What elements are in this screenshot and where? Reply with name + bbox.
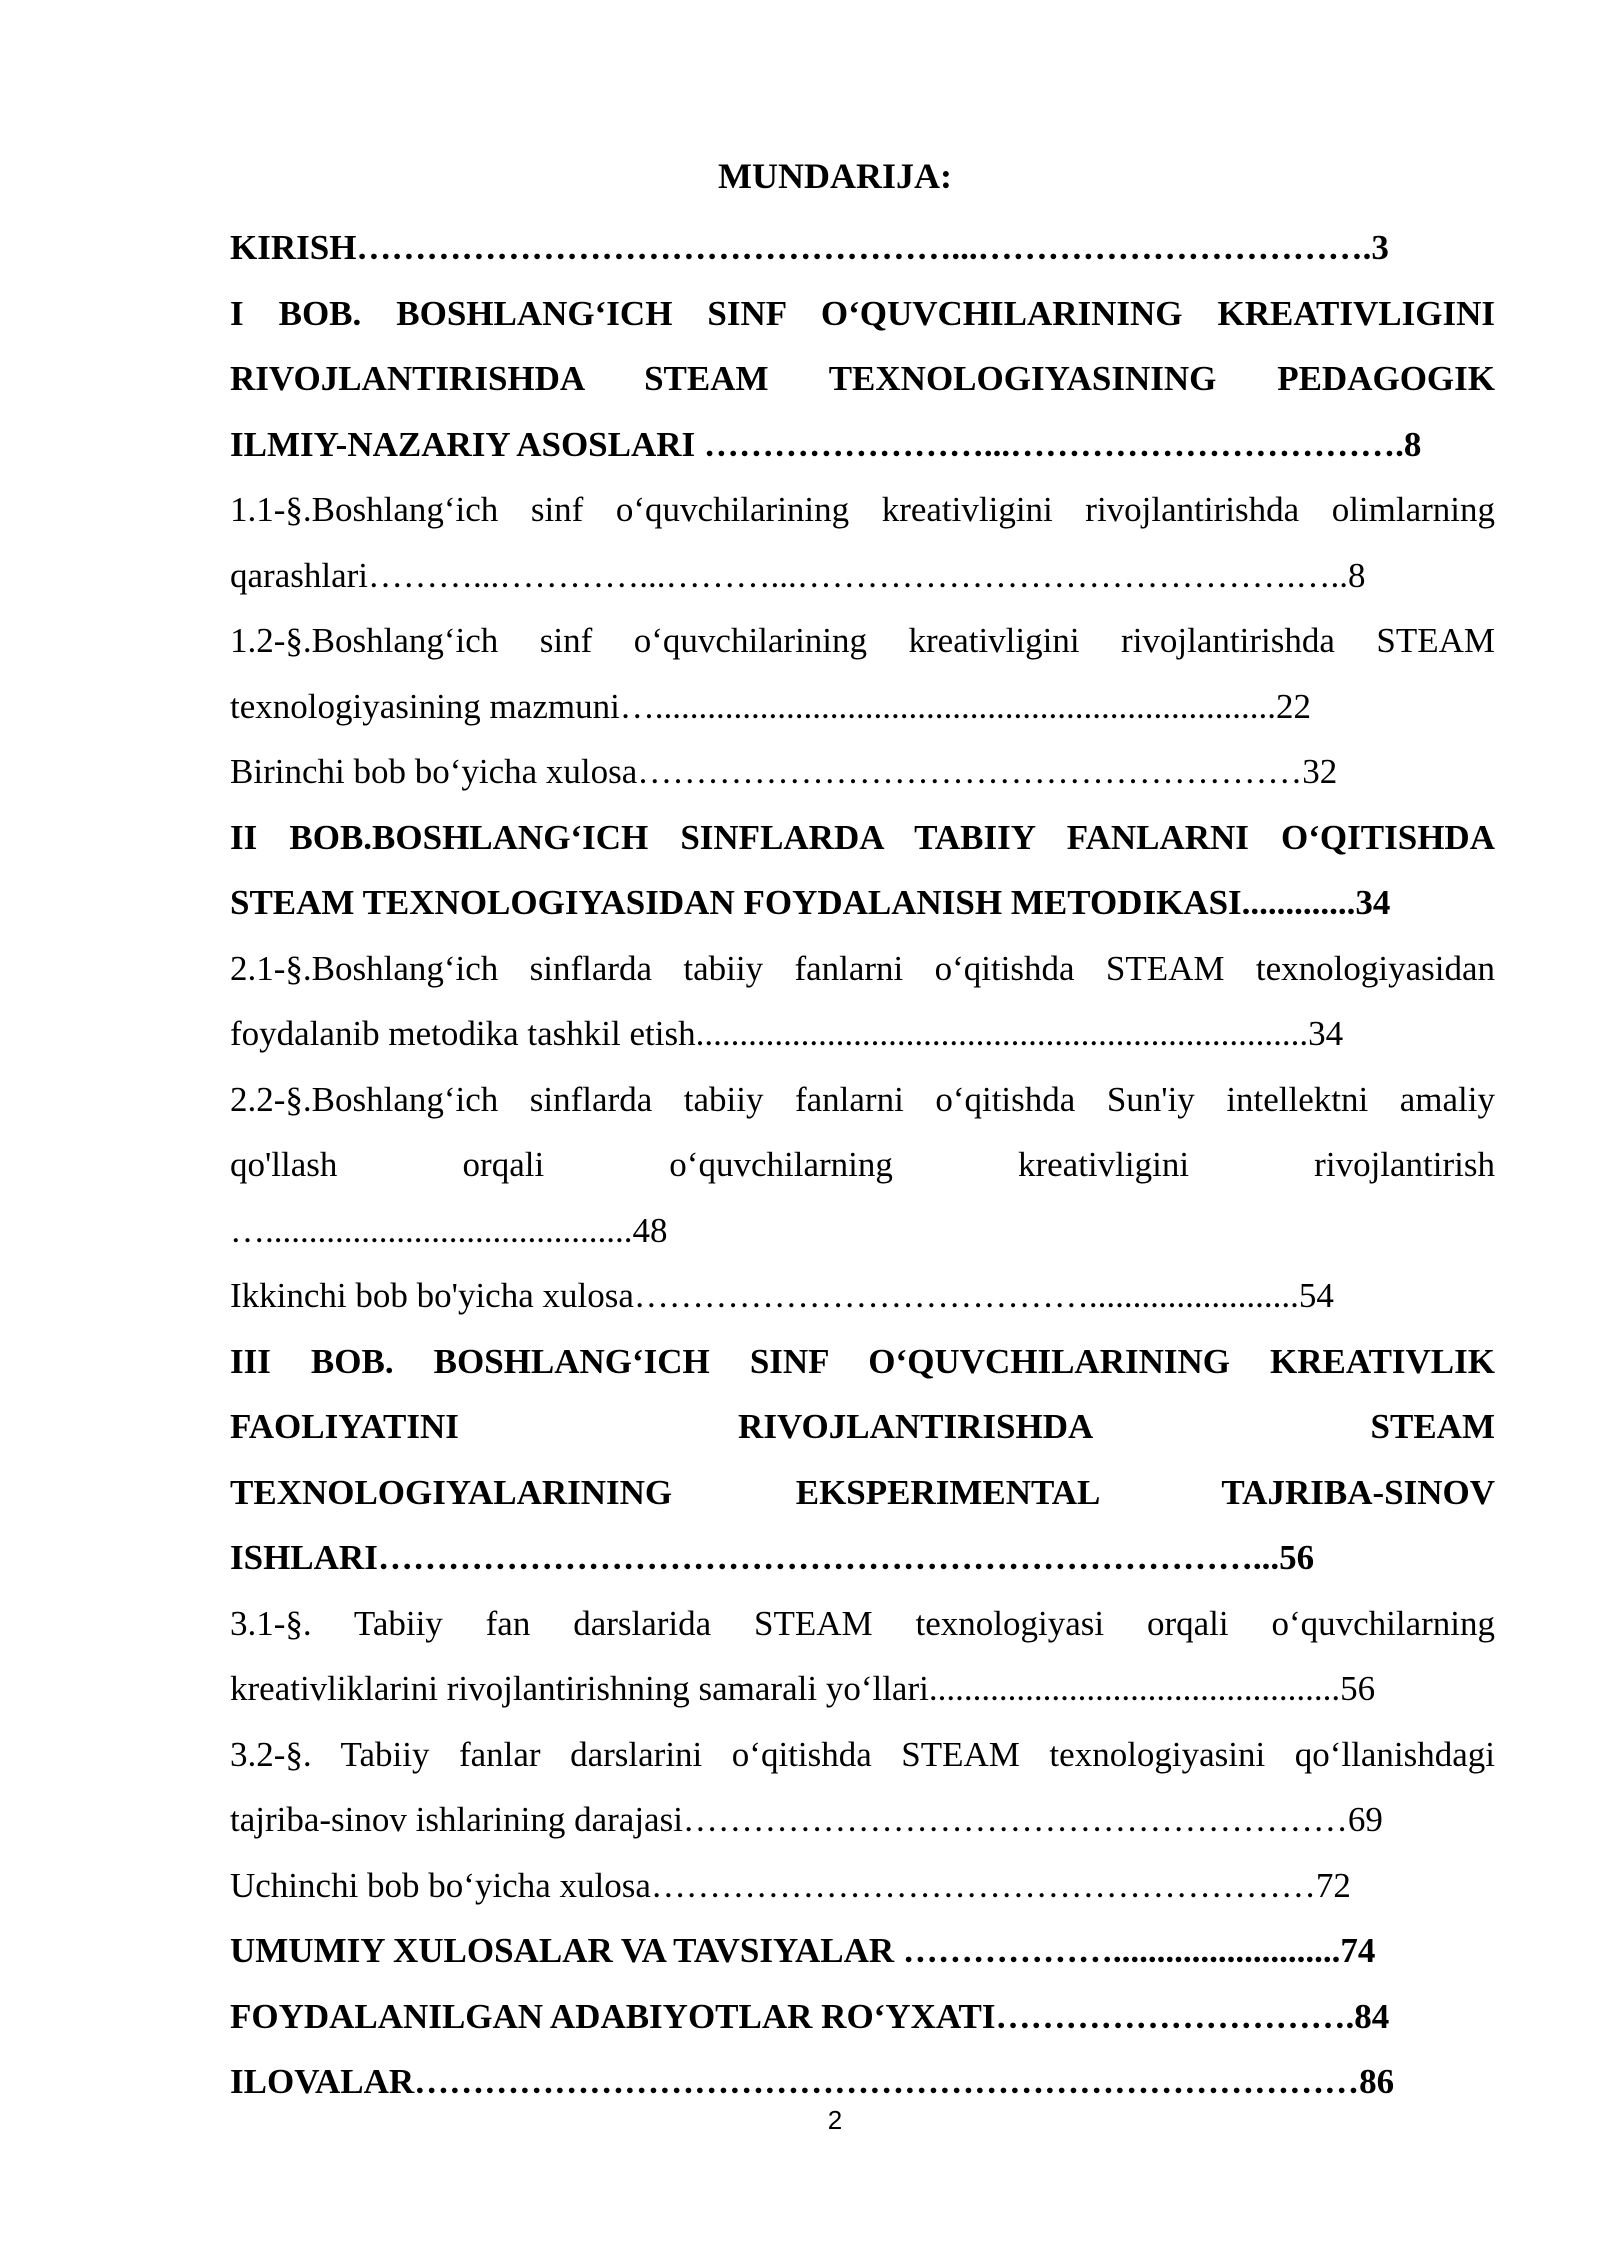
toc-entry [230,477,1495,608]
toc-entry-line: KIRISH……………………………………………...…………………………….3 [230,228,1389,267]
page-number: 2 [827,2105,843,2135]
toc-entry-line: foydalanib metodika tashkil etish......................................................................34 [230,1014,1344,1053]
toc-entry-line: RIVOJLANTIRISHDA STEAM TEXNOLOGIYASINING PEDAGOGIK [230,359,1495,398]
toc-entry [230,215,1495,281]
toc-entry-line: Ikkinchi bob bo'yicha xulosa…………………………………........................54 [230,1276,1334,1315]
toc-entry-line: FAOLIYATINI RIVOJLANTIRISHDA STEAM [230,1407,1495,1446]
toc-entry-line: FOYDALANILGAN ADABIYOTLAR RO‘YXATI………………………….84 [230,1996,1390,2036]
toc-entry-line: 3.1-§. Tabiiy fan darslarida STEAM texnologiyasi orqali o‘quvchilarning [230,1603,1495,1643]
toc-entry [230,936,1495,1067]
toc-entry-line: …..........................................48 [230,1210,668,1250]
toc-entry-line: qarashlari………...…………...………...…………………………………….…..8 [230,555,1366,595]
toc-entry-line: TEXNOLOGIYALARINING EKSPERIMENTAL TAJRIBA-SINOV [230,1472,1495,1512]
toc-entry-line: ILOVALAR………………………………………………………………………86 [230,2062,1395,2101]
toc-entry [230,805,1495,936]
toc-entry-line: 1.2-§.Boshlang‘ich sinf o‘quvchilarining kreativligini rivojlantirishda STEAM [230,621,1495,660]
toc-entry-line: II BOB.BOSHLANG‘ICH SINFLARDA TABIIY FANLARNI O‘QITISHDA [230,817,1495,857]
toc-entry-line: 3.2-§. Tabiiy fanlar darslarini o‘qitishda STEAM texnologiyasini qo‘llanishdagi [230,1734,1495,1774]
toc-entry-line: Birinchi bob bo‘yicha xulosa…………………………………………………32 [230,752,1338,791]
toc-entry-line: III BOB. BOSHLANG‘ICH SINF O‘QUVCHILARINING KREATIVLIK [230,1341,1495,1381]
toc-entry [230,281,1495,478]
toc-entry-line: texnologiyasining mazmuni….......................................................................22 [230,686,1312,726]
toc-entry [230,1918,1495,1984]
toc-entry-line: tajriba-sinov ishlarining darajasi…………………………………………………69 [230,1800,1383,1839]
toc-entry-line: ISHLARI…………………………………………………………………...56 [230,1538,1315,1577]
toc-entry [230,1067,1495,1264]
toc-entry [230,1853,1495,1919]
toc-entry [230,739,1495,805]
toc-entry-line: 1.1-§.Boshlang‘ich sinf o‘quvchilarining kreativligini rivojlantirishda olimlarning [230,490,1495,529]
toc-entry-line: UMUMIY XULOSALAR VA TAVSIYALAR ………………..........................74 [230,1931,1376,1970]
toc-entry [230,608,1495,739]
toc-entry [230,1722,1495,1853]
table-of-contents [230,215,1495,2115]
toc-entry-line: kreativliklarini rivojlantirishning samarali yo‘llari...............................................56 [230,1669,1376,1708]
toc-entry-line: ILMIY-NAZARIY ASOSLARI ……………………...…………………………….8 [230,424,1422,464]
toc-entry-line: Uchinchi bob bo‘yicha xulosa…………………………………………………72 [230,1865,1351,1905]
toc-entry [230,1591,1495,1722]
toc-entry-line: qo'llash orqali o‘quvchilarning kreativligini rivojlantirish [230,1145,1495,1184]
toc-entry [230,1263,1495,1329]
toc-entry [230,1329,1495,1591]
toc-entry-line: I BOB. BOSHLANG‘ICH SINF O‘QUVCHILARINING KREATIVLIGINI [230,293,1495,333]
toc-entry-line: 2.2-§.Boshlang‘ich sinflarda tabiiy fanlarni o‘qitishda Sun'iy intellektni amaliy [230,1079,1495,1119]
toc-entry-line: STEAM TEXNOLOGIYASIDAN FOYDALANISH METODIKASI.............34 [230,883,1391,922]
page-title: MUNDARIJA: [718,156,952,196]
toc-entry [230,1984,1495,2050]
toc-entry-line: 2.1-§.Boshlang‘ich sinflarda tabiiy fanlarni o‘qitishda STEAM texnologiyasidan [230,948,1495,988]
